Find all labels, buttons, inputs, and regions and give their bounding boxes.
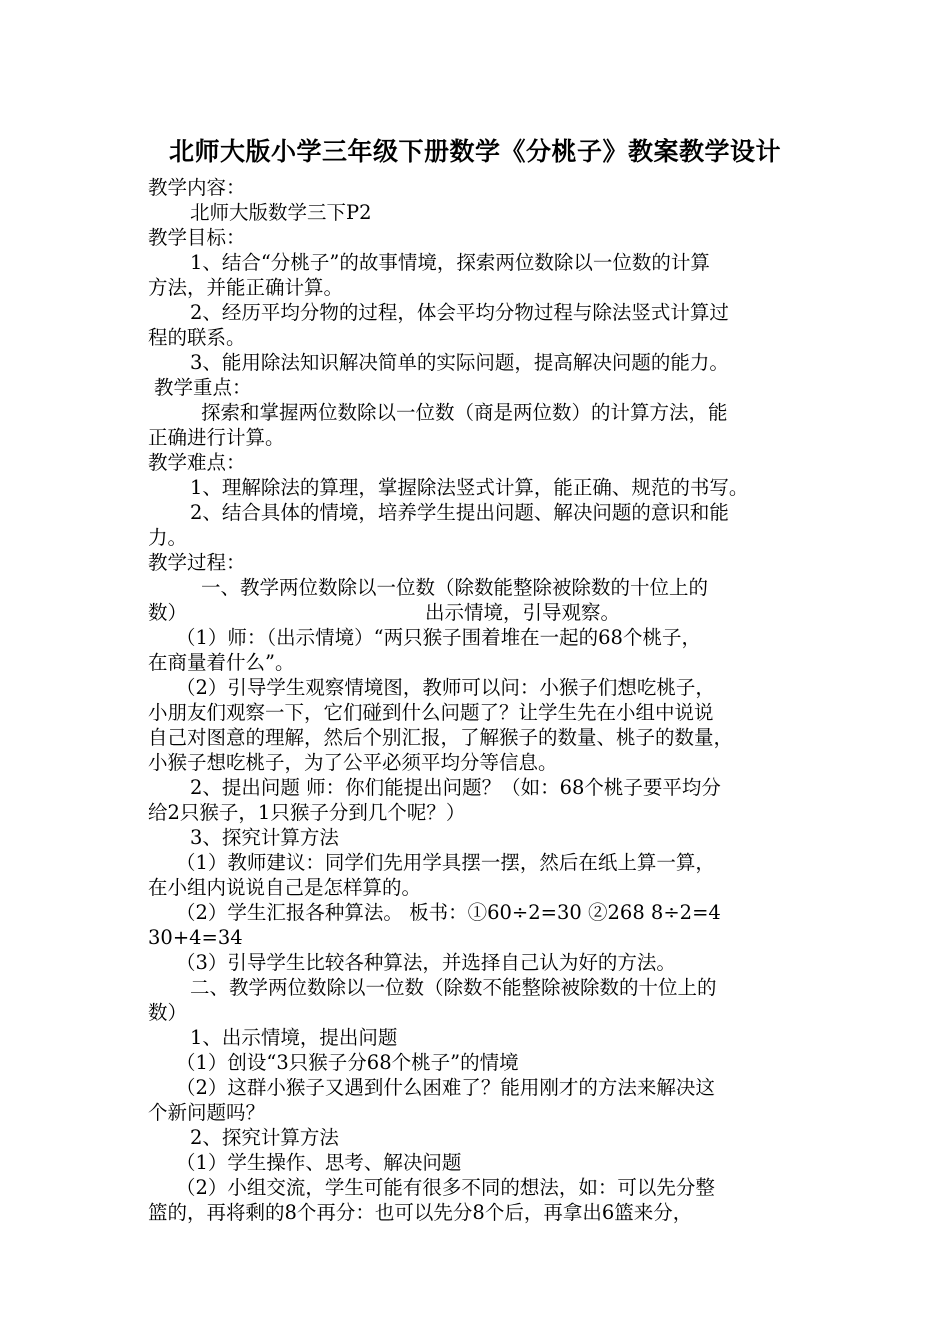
text-line: 教学目标： [148, 226, 246, 249]
text-line: 北师大版数学三下P2 [190, 201, 372, 224]
text-line: 程的联系。 [148, 326, 246, 349]
text-line: 力。 [148, 526, 188, 549]
text-line: 教学过程： [148, 551, 246, 574]
text-line: 3、能用除法知识解决简单的实际问题，提高解决问题的能力。 [190, 351, 729, 374]
text-line: 出示情境，引导观察。 [425, 601, 621, 624]
text-line: 1、出示情境，提出问题 [190, 1026, 398, 1049]
text-line: 个新问题吗？ [148, 1101, 266, 1124]
text-line: 篮的，再将剩的8个再分：也可以先分8个后，再拿出6篮来分， [148, 1201, 693, 1224]
text-line: （3）引导学生比较各种算法，并选择自己认为好的方法。 [176, 951, 676, 974]
text-line: 数） [148, 1001, 188, 1024]
text-line: 给2只猴子，1只猴子分到几个呢？） [148, 801, 466, 824]
text-line: 2、结合具体的情境，培养学生提出问题、解决问题的意识和能 [190, 501, 729, 524]
text-line: 教学内容： [148, 176, 246, 199]
text-line: （1）学生操作、思考、解决问题 [176, 1151, 462, 1174]
text-line: （1）创设“3只猴子分68个桃子”的情境 [176, 1051, 519, 1074]
text-line: 在商量着什么”。 [148, 651, 295, 674]
text-line: 二、教学两位数除以一位数（除数不能整除被除数的十位上的 [190, 976, 717, 999]
text-line: 在小组内说说自己是怎样算的。 [148, 876, 422, 899]
text-line: 教学难点： [148, 451, 246, 474]
text-line: 3、探究计算方法 [190, 826, 339, 849]
text-line: （2）这群小猴子又遇到什么困难了？能用刚才的方法来解决这 [176, 1076, 715, 1099]
text-line: 一、教学两位数除以一位数（除数能整除被除数的十位上的 [201, 576, 709, 599]
text-line: 1、理解除法的算理，掌握除法竖式计算，能正确、规范的书写。 [190, 476, 749, 499]
text-line: 2、经历平均分物的过程，体会平均分物过程与除法竖式计算过 [190, 301, 729, 324]
text-line: 1、结合“分桃子”的故事情境，探索两位数除以一位数的计算 [190, 251, 710, 274]
text-line: 自己对图意的理解，然后个别汇报，了解猴子的数量、桃子的数量， [148, 726, 734, 749]
text-line: 小猴子想吃桃子，为了公平必须平均分等信息。 [148, 751, 558, 774]
text-line: （1）教师建议：同学们先用学具摆一摆，然后在纸上算一算， [176, 851, 715, 874]
text-line: 30+4=34 [148, 926, 243, 949]
text-line: （2）学生汇报各种算法。 板书：①60÷2=30 ②268 8÷2=4 [176, 901, 721, 924]
text-line: 探索和掌握两位数除以一位数（商是两位数）的计算方法，能 [201, 401, 728, 424]
text-line: （2）引导学生观察情境图，教师可以问：小猴子们想吃桃子， [176, 676, 715, 699]
text-line: 小朋友们观察一下，它们碰到什么问题了？让学生先在小组中说说 [148, 701, 714, 724]
text-line: 2、提出问题 师：你们能提出问题？（如：68个桃子要平均分 [190, 776, 721, 799]
text-line: （2）小组交流，学生可能有很多不同的想法，如：可以先分整 [176, 1176, 715, 1199]
text-line: 教学重点： [154, 376, 252, 399]
text-line: 方法，并能正确计算。 [148, 276, 344, 299]
text-line: 2、探究计算方法 [190, 1126, 339, 1149]
text-line: 数） [148, 601, 188, 624]
text-line: （1）师：（出示情境）“两只猴子围着堆在一起的68个桃子， [176, 626, 701, 649]
document-title: 北师大版小学三年级下册数学《分桃子》教案教学设计 [168, 137, 781, 166]
text-line: 正确进行计算。 [148, 426, 285, 449]
